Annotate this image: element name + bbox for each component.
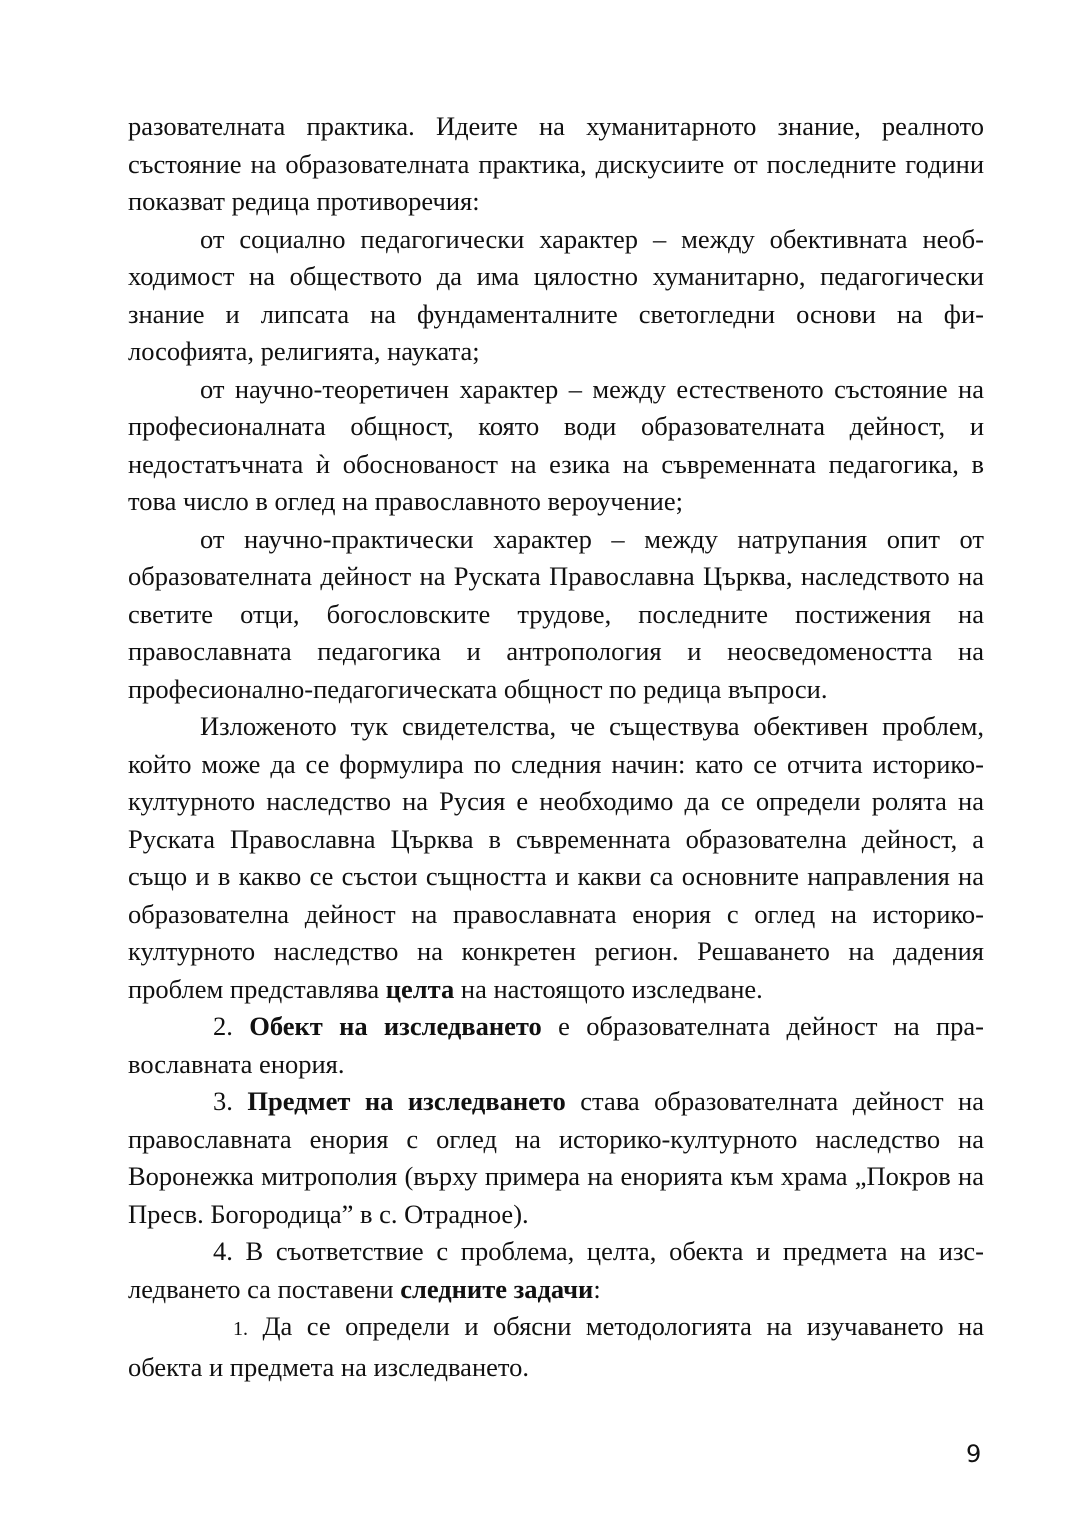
problem-text: Изложеното тук свидетелства, че съществува обективен проблем, който може да се формулира по следния начин: като се отчита историко-културното наследство на Русия е необходимо да се определи ролята на Руската Православна Църква в съвременната образователна дейност, а също и в какво се състои същността и какви са основните направления на образователна дейност на православната енория с оглед на историко-културното наследство на конкретен регион. Решаването на дадения проблем представлява	[128, 711, 984, 1004]
paragraph-scientific-theoretical: от научно-теоретичен характер – между естественото състояние на професионалната общност, която води образователната дейност, и недостатъчната ѝ обоснованост на езика на съвременната педагогика, в това число в оглед на православното вероучение;	[128, 373, 984, 516]
goal-term: целта	[385, 973, 455, 1004]
paragraph-object	[128, 1008, 984, 1083]
task-1-number: 1.	[233, 1318, 248, 1340]
tasks-text: 4. В съответствие с проблема, целта, обекта и предмета на изследването са поставени	[128, 1236, 984, 1304]
paragraph-task-1	[128, 1308, 984, 1386]
task-1-text: Да се определи и обясни методологията на изучаването на обекта и предмета на изследването.	[128, 1311, 984, 1382]
tasks-term: следните задачи	[400, 1273, 594, 1304]
object-text: е образователната дейност на православната енория.	[128, 1011, 984, 1079]
subject-term: Предмет на изследването	[247, 1086, 566, 1116]
problem-text-end: на настоящото изследване.	[454, 973, 763, 1004]
subject-text: става образователната дейност на православната енория с оглед на историко-културното наследство на Воронежка митрополия (върху примера на енорията към храма „Покров на Пресв. Богородица” в с. Отрадное).	[128, 1086, 985, 1229]
paragraph-scientific-practical: от научно-практически характер – между натрупания опит от образователната дейност на Руската Православна Църква, наследството на светите отци, богословските трудове, последните постижения на православната педагогика и антропология и неосведомеността на професионално-педагогическата общност по редица въпроси.	[128, 523, 984, 704]
paragraph-problem-statement	[128, 708, 984, 1008]
subject-number: 3.	[213, 1086, 248, 1116]
document-body	[128, 108, 984, 1386]
paragraph-intro: разователната практика. Идеите на хуманитарното знание, реалното състояние на образователната практика, дискусиите от последните години показват редица противоречия:	[128, 111, 984, 216]
object-term: Обект на изследването	[249, 1011, 542, 1041]
paragraph-tasks	[128, 1233, 984, 1308]
object-number: 2.	[213, 1011, 250, 1041]
page-number: 9	[966, 1440, 982, 1468]
paragraph-subject	[128, 1083, 984, 1233]
tasks-colon: :	[593, 1273, 601, 1304]
paragraph-social-pedagogical: от социално педагогически характер – между обективната необходимост на обществото да има цялостно хуманитарно, педагогически знание и липсата на фундаменталните светогледни основи на философията, религията, науката;	[128, 223, 984, 366]
